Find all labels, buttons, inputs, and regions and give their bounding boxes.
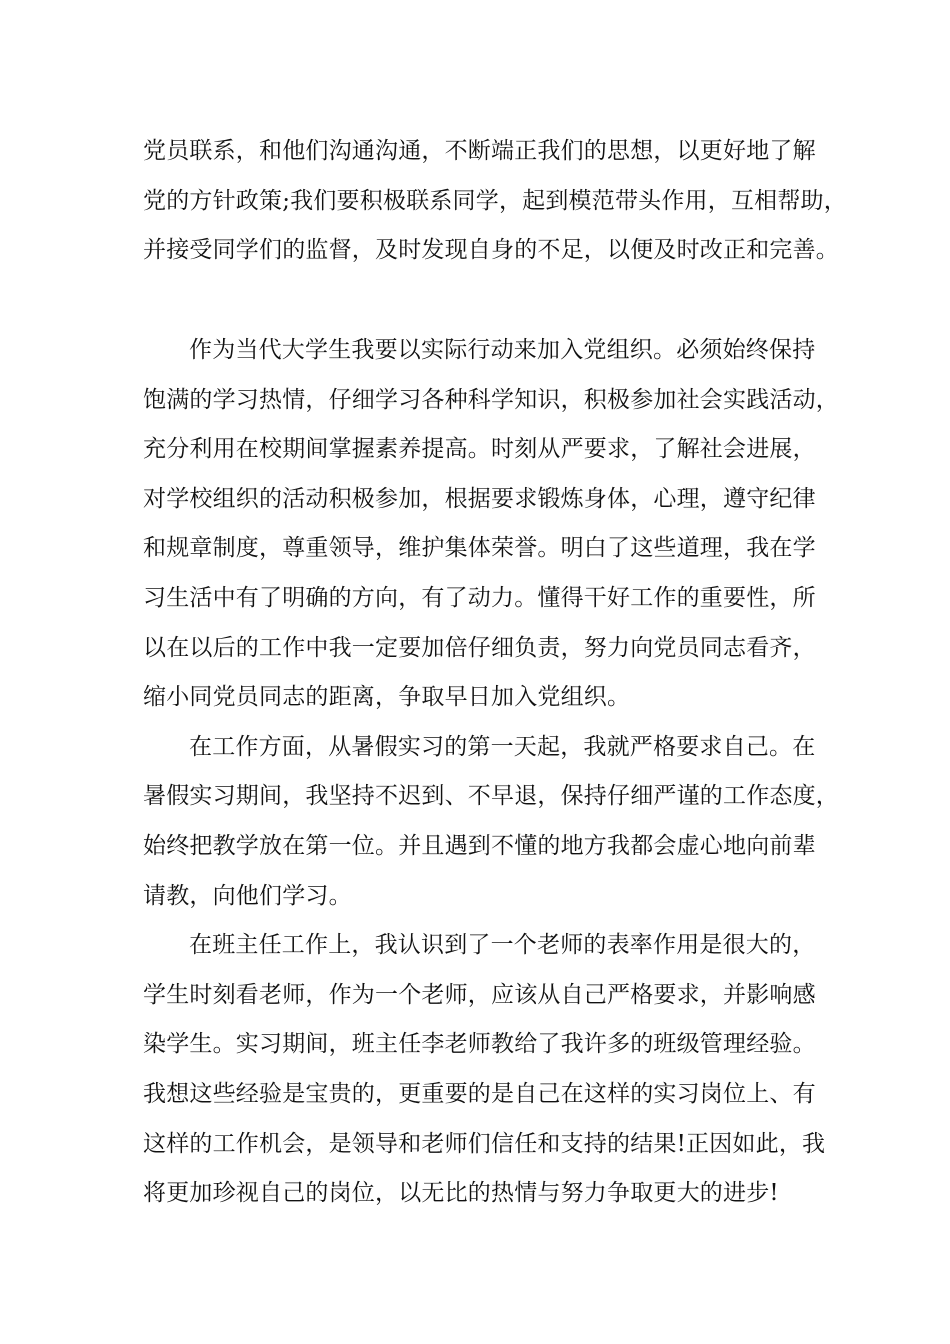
text-line: 我想这些经验是宝贵的，更重要的是自己在这样的实习岗位上、有 bbox=[143, 1080, 816, 1107]
text-line: 在工作方面，从暑假实习的第一天起，我就严格要求自己。在 bbox=[189, 733, 816, 760]
text-line: 将更加珍视自己的岗位，以无比的热情与努力争取更大的进步! bbox=[143, 1180, 779, 1207]
text-line: 党员联系，和他们沟通沟通，不断端正我们的思想，以更好地了解 bbox=[143, 138, 816, 164]
paragraph-continuation bbox=[143, 127, 847, 276]
text-line: 始终把教学放在第一位。并且遇到不懂的地方我都会虚心地向前辈 bbox=[143, 832, 816, 859]
text-line: 染学生。实习期间，班主任李老师教给了我许多的班级管理经验。 bbox=[143, 1031, 816, 1058]
paragraph-head-teacher bbox=[143, 921, 826, 1219]
paragraph-join-party bbox=[143, 326, 839, 723]
body-paragraphs bbox=[143, 326, 839, 1219]
text-line: 作为当代大学生我要以实际行动来加入党组织。必须始终保持 bbox=[189, 337, 816, 363]
text-line: 请教，向他们学习。 bbox=[143, 882, 352, 909]
text-line: 充分利用在校期间掌握素养提高。时刻从严要求，了解社会进展， bbox=[143, 436, 816, 463]
text-line: 在班主任工作上，我认识到了一个老师的表率作用是很大的， bbox=[189, 932, 816, 959]
text-line: 并接受同学们的监督，及时发现自身的不足，以便及时改正和完善。 bbox=[143, 237, 839, 264]
paragraph-work bbox=[143, 723, 839, 921]
text-line: 对学校组织的活动积极参加，根据要求锻炼身体，心理，遵守纪律 bbox=[143, 485, 816, 512]
text-line: 缩小同党员同志的距离，争取早日加入党组织。 bbox=[143, 684, 631, 711]
text-line: 饱满的学习热情，仔细学习各种科学知识，积极参加社会实践活动， bbox=[143, 386, 839, 413]
text-line: 暑假实习期间，我坚持不迟到、不早退，保持仔细严谨的工作态度， bbox=[143, 783, 839, 810]
text-line: 和规章制度，尊重领导，维护集体荣誉。明白了这些道理，我在学 bbox=[143, 535, 816, 562]
text-line: 学生时刻看老师，作为一个老师，应该从自己严格要求，并影响感 bbox=[143, 981, 816, 1008]
text-line: 这样的工作机会，是领导和老师们信任和支持的结果!正因如此，我 bbox=[143, 1130, 826, 1157]
text-line: 党的方针政策;我们要积极联系同学，起到模范带头作用，互相帮助， bbox=[143, 187, 847, 214]
text-line: 以在以后的工作中我一定要加倍仔细负责，努力向党员同志看齐， bbox=[143, 634, 816, 661]
text-line: 习生活中有了明确的方向，有了动力。懂得干好工作的重要性，所 bbox=[143, 584, 816, 611]
